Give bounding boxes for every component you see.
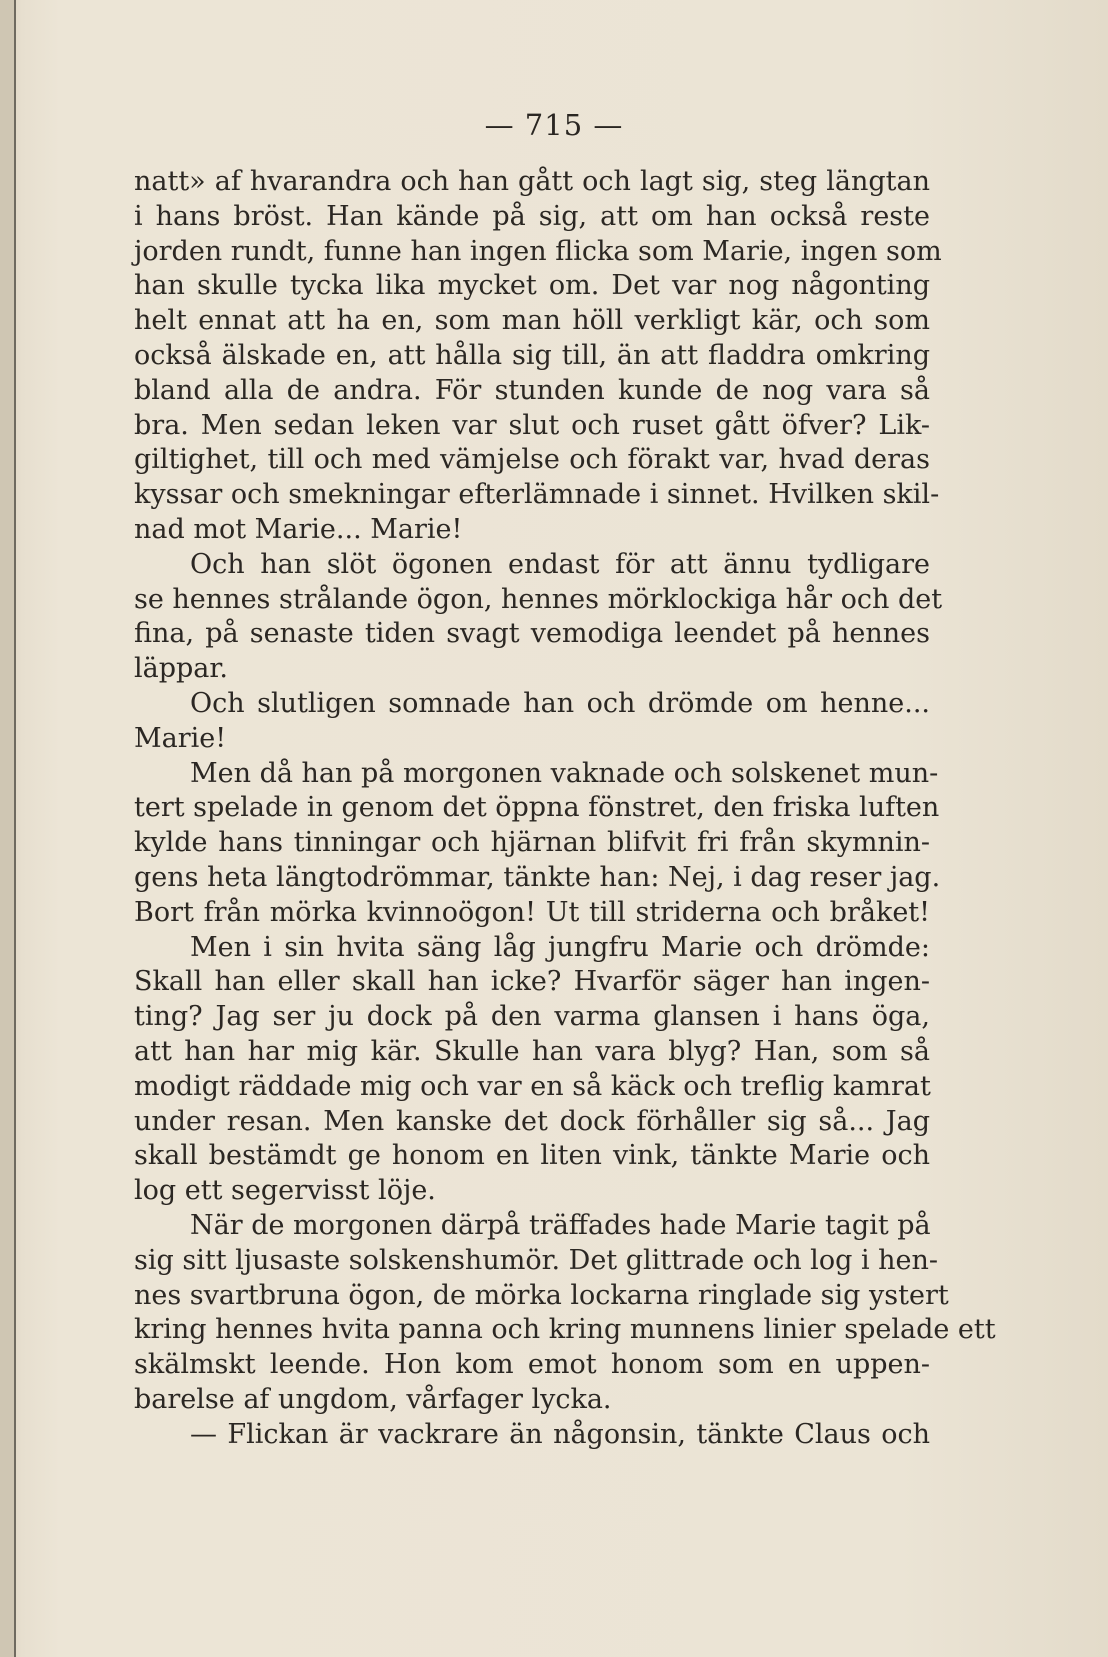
text-line: kylde hans tinningar och hjärnan blifvit fri från skymnin-	[134, 827, 930, 859]
text-line: sig sitt ljusaste solskenshumör. Det glittrade och log i hen-	[134, 1244, 939, 1276]
text-line: skälmskt leende. Hon kom emot honom som en uppen-	[134, 1349, 930, 1381]
body-text	[134, 165, 996, 1452]
text-line: När de morgonen därpå träffades hade Marie tagit på	[190, 1209, 931, 1241]
text-line: ting? Jag ser ju dock på den varma glansen i hans öga,	[134, 1001, 930, 1033]
text-line: Men i sin hvita säng låg jungfru Marie och drömde:	[190, 931, 930, 963]
text-line: också älskade en, att hålla sig till, än att fladdra omkring	[134, 339, 930, 371]
text-line: Men då han på morgonen vaknade och solskenet mun-	[190, 757, 939, 789]
text-line: kring hennes hvita panna och kring munnens linier spelade ett	[134, 1314, 996, 1346]
binding-shadow	[0, 0, 14, 1657]
text-line: läppar.	[134, 653, 228, 685]
text-line: — Flickan är vackrare än någonsin, tänkte Claus och	[190, 1418, 930, 1450]
text-line: natt» af hvarandra och han gått och lagt sig, steg längtan	[134, 166, 930, 197]
text-line: nad mot Marie... Marie!	[134, 513, 463, 545]
text-line: gens heta längtodrömmar, tänkte han: Nej, i dag reser jag.	[134, 861, 941, 893]
page-number: — 715 —	[484, 108, 624, 142]
text-line: helt ennat att ha en, som man höll verkligt kär, och som	[134, 305, 930, 337]
text-line: att han har mig kär. Skulle han vara blyg? Han, som så	[134, 1035, 930, 1067]
text-line: se hennes strålande ögon, hennes mörklockiga hår och det	[134, 583, 943, 615]
text-line: under resan. Men kanske det dock förhåller sig så... Jag	[134, 1105, 930, 1137]
text-line: fina, på senaste tiden svagt vemodiga leendet på hennes	[134, 618, 930, 650]
text-line: kyssar och smekningar efterlämnade i sinnet. Hvilken skil-	[134, 479, 940, 511]
text-line: modigt räddade mig och var en så käck och treflig kamrat	[134, 1070, 931, 1102]
text-line: skall bestämdt ge honom en liten vink, tänkte Marie och	[134, 1140, 930, 1172]
text-line: jorden rundt, funne han ingen flicka som Marie, ingen som	[134, 235, 942, 267]
text-line: nes svartbruna ögon, de mörka lockarna ringlade sig ystert	[134, 1279, 949, 1311]
text-line: han skulle tycka lika mycket om. Det var nog någonting	[134, 270, 930, 302]
text-line: log ett segervisst löje.	[134, 1175, 436, 1207]
text-line: bland alla de andra. För stunden kunde de nog vara så	[134, 374, 930, 406]
text-line: i hans bröst. Han kände på sig, att om han också reste	[134, 200, 930, 232]
text-line: giltighet, till och med vämjelse och förakt var, hvad deras	[134, 444, 930, 476]
text-line: Bort från mörka kvinnoögon! Ut till striderna och bråket!	[134, 896, 930, 928]
text-line: barelse af ungdom, vårfager lycka.	[134, 1383, 612, 1415]
text-line: bra. Men sedan leken var slut och ruset gått öfver? Lik-	[134, 409, 930, 441]
text-line: tert spelade in genom det öppna fönstret, den friska luften	[134, 792, 940, 824]
text-line: Och slutligen somnade han och drömde om henne...	[190, 687, 930, 719]
text-line: Skall han eller skall han icke? Hvarför säger han ingen-	[134, 966, 930, 998]
text-line: Och han slöt ögonen endast för att ännu tydligare	[190, 548, 930, 580]
binding-edge	[14, 0, 16, 1657]
text-line: Marie!	[134, 722, 227, 754]
